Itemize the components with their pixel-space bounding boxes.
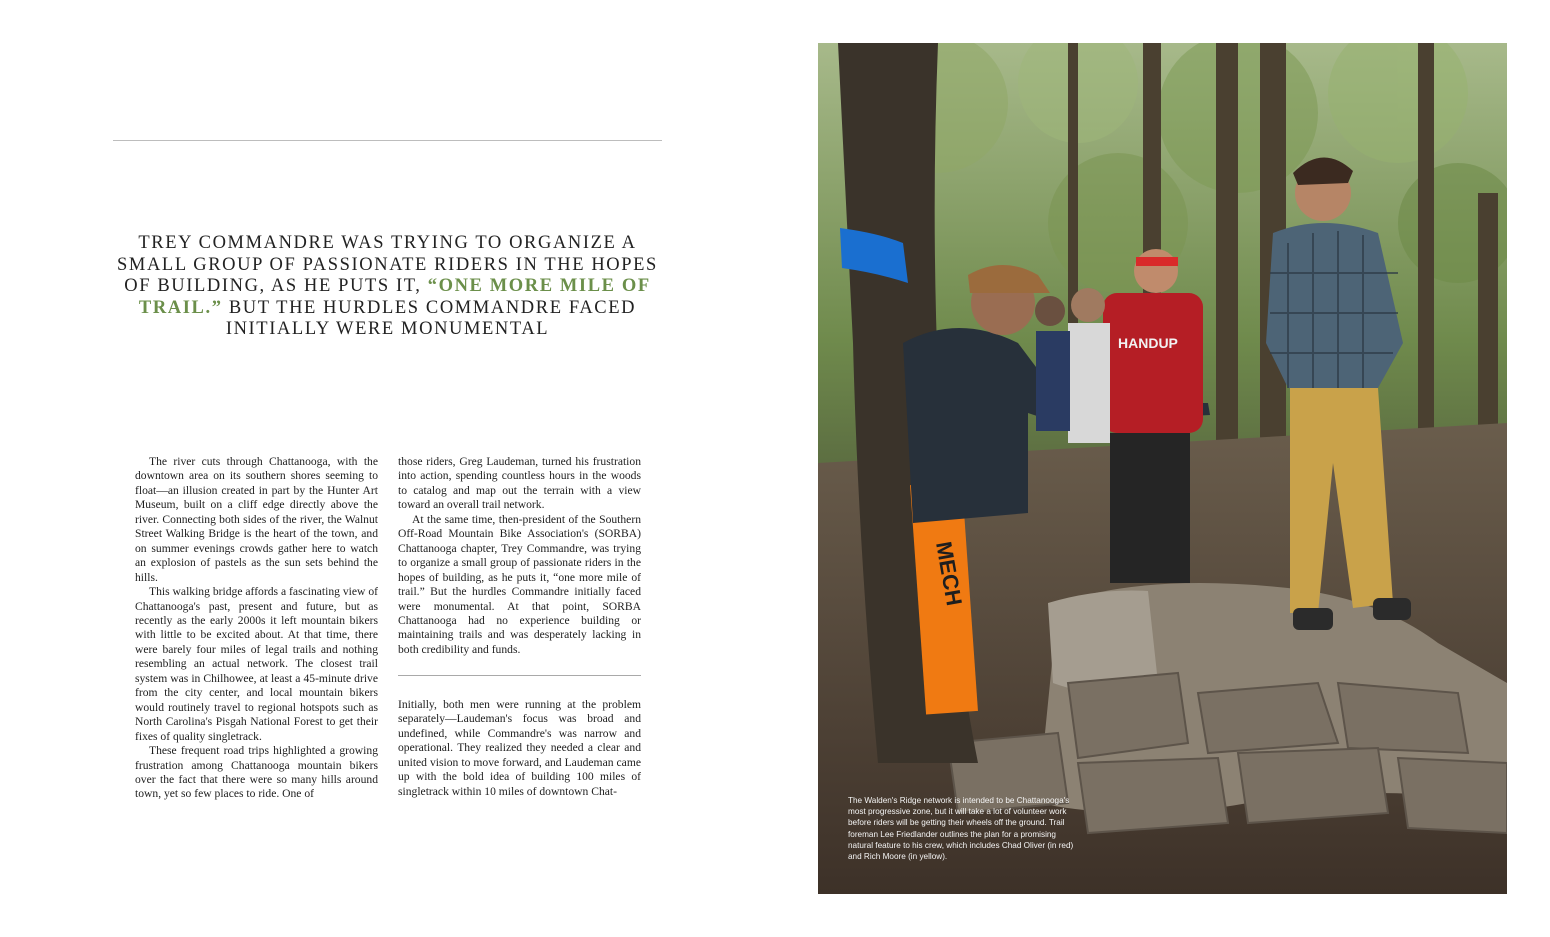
pull-quote-text: TREY COMMANDRE WAS TRYING TO ORGANIZE A SMALL GROUP OF PASSIONATE RIDERS IN THE HOPES OF BUILDING, AS HE PUTS IT, [117, 233, 658, 297]
photo-caption: The Walden's Ridge network is intended to be Chattanooga's most progressive zone, but it will take a lot of volunteer work before riders will be getting their wheels off the ground. Trail foreman Lee Friedlander outlines the plan for a promising natural feature to his crew, which includes Chad Oliver (in red) and Rich Moore (in yellow). [848, 796, 1074, 862]
chaps-text: MECH [931, 539, 967, 608]
paragraph: These frequent road trips highlighted a growing frustration among Chattanooga mountain bikers over the fact that there were so many hills around town, yet so few places to ride. One of [135, 744, 378, 801]
article-column-right [398, 455, 641, 657]
paragraph: At the same time, then-president of the Southern Off-Road Mountain Bike Association's (SORBA) Chattanooga chapter, Trey Commandre, was trying to organize a small group of passionate riders in the hopes of building, as he puts it, “one more mile of trail.” But the hurdles Commandre initially faced were monumental. At that point, SORBA Chattanooga had no experience building or maintaining trails and was desperately lacking in both credibility and funds. [398, 512, 641, 656]
article-column-right-lower [398, 698, 641, 799]
pull-quote-highlight: “ONE MORE MILE OF TRAIL.” [138, 276, 651, 318]
paragraph: those riders, Greg Laudeman, turned his frustration into action, spending countless hours in the woods to catalog and map out the terrain with a view toward an overall trail network. [398, 455, 641, 512]
paragraph: The river cuts through Chattanooga, with the downtown area on its southern shores seeming to float—an illusion created in part by the Hunter Art Museum, built on a cliff edge directly above the river. Connecting both sides of the river, the Walnut Street Walking Bridge is the heart of the town, and on summer evenings crowds gather here to watch an explosion of pastels as the sun sets behind the hills. [135, 455, 378, 584]
jersey-text: HANDUP [1118, 335, 1178, 351]
trail-crew-photo [818, 43, 1507, 894]
photo-illustration [818, 43, 1507, 894]
pull-quote-text-end: BUT THE HURDLES COMMANDRE FACED INITIALLY WERE MONUMENTAL [225, 297, 637, 340]
top-rule [113, 140, 662, 141]
section-divider [398, 675, 641, 676]
article-column-left [135, 455, 378, 802]
paragraph: This walking bridge affords a fascinating view of Chattanooga's past, present and future, but as recently as the early 2000s it left mountain bikers with little to be excited about. At that time, there were barely four miles of legal trails and nothing resembling an actual network. The closest trail system was in Chilhowee, at least a 45-minute drive from the city center, and local mountain bikers would routinely travel to regional hotspots such as North Carolina's Pisgah National Forest to get their fixes of quality singletrack. [135, 585, 378, 743]
pull-quote [113, 233, 662, 341]
paragraph: Initially, both men were running at the problem separately—Laudeman's focus was broad and undefined, while Commandre's was narrow and operational. They realized they needed a clear and united vision to move forward, and Laudeman came up with the bold idea of building 100 miles of singletrack within 10 miles of downtown Chat- [398, 698, 641, 798]
